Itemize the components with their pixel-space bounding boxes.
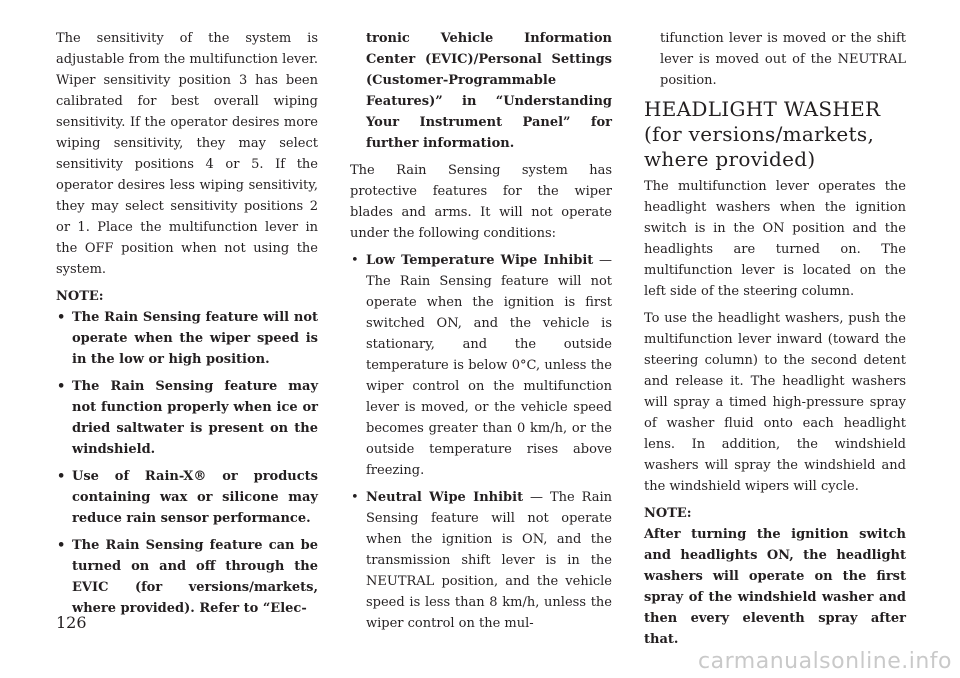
list-item: • The Rain Sensing feature can be turned on and off through the EVIC (for versions/markets, where provided). Refer to “Elec- <box>56 535 318 619</box>
headlight-washer-paragraph: The multifunction lever operates the headlight washers when the ignition switch is in the ON position and the headlights are turned on. The multifunction lever is located on the left side of the steering column. <box>644 179 906 299</box>
note-text: After turning the ignition switch and headlights ON, the headlight washers will operate on the first spray of the windshield washer and then every eleventh spray after that. <box>644 527 906 647</box>
column-left <box>56 28 318 625</box>
page-number: 126 <box>56 613 87 632</box>
column-right <box>644 28 906 656</box>
watermark: carmanualsonline.info <box>698 649 952 674</box>
list-item-text: — The Rain Sensing feature will not operate when the ignition is ON, and the transmission shift lever is in the NEUTRAL position, and the vehicle speed is less than 8 km/h, unless the wiper control on the mul- <box>366 490 612 631</box>
note-label: NOTE: <box>644 506 692 521</box>
column-middle <box>350 28 612 640</box>
list-item <box>350 250 612 481</box>
sensitivity-paragraph: The sensitivity of the system is adjustable from the multifunction lever. Wiper sensitivity position 3 has been calibrated for best overall wiping sensitivity. If the operator desires more wiping sensitivity, they may select sensitivity positions 4 or 5. If the operator desires less wiping sensitivity, they may select sensitivity positions 2 or 1. Place the multifunction lever in the OFF position when not using the system. <box>56 31 318 277</box>
list-item: • The Rain Sensing feature will not operate when the wiper speed is in the low or high position. <box>56 307 318 370</box>
note-label: NOTE: <box>56 289 104 304</box>
bullet-continuation: tifunction lever is moved or the shift lever is moved out of the NEUTRAL position. <box>660 31 906 88</box>
inhibit-conditions-list <box>350 250 612 634</box>
list-item-text: — The Rain Sensing feature will not operate when the ignition is first switched ON, and the vehicle is stationary, and the outside temperature is below 0°C, unless the wiper control on the multifunction lever is moved, or the vehicle speed becomes greater than 0 km/h, or the outside temperature rises above freezing. <box>366 253 613 478</box>
list-item-title: Neutral Wipe Inhibit <box>366 490 524 505</box>
protective-features-paragraph: The Rain Sensing system has protective features for the wiper blades and arms. It will not operate under the following conditions: <box>350 163 612 241</box>
rain-sensing-notes-list <box>56 307 318 619</box>
section-heading: HEADLIGHT WASHER (for versions/markets, where provided) <box>644 97 881 171</box>
headlight-washer-usage-paragraph: To use the headlight washers, push the multifunction lever inward (toward the steering column) to the second detent and release it. The headlight washers will spray a timed high-pressure spray of washer fluid onto each headlight lens. In addition, the windshield washers will spray the windshield and the windshield wipers will cycle. <box>644 311 906 494</box>
list-item: • The Rain Sensing feature may not function properly when ice or dried saltwater is present on the windshield. <box>56 376 318 460</box>
list-item-title: Low Temperature Wipe Inhibit <box>366 253 594 268</box>
bullet-continuation: tronic Vehicle Information Center (EVIC)/Personal Settings (Customer-Programmable Features)” in “Understanding Your Instrument Panel” for further information. <box>366 31 612 151</box>
list-item: • Use of Rain-X® or products containing wax or silicone may reduce rain sensor performance. <box>56 466 318 529</box>
list-item <box>350 487 612 634</box>
